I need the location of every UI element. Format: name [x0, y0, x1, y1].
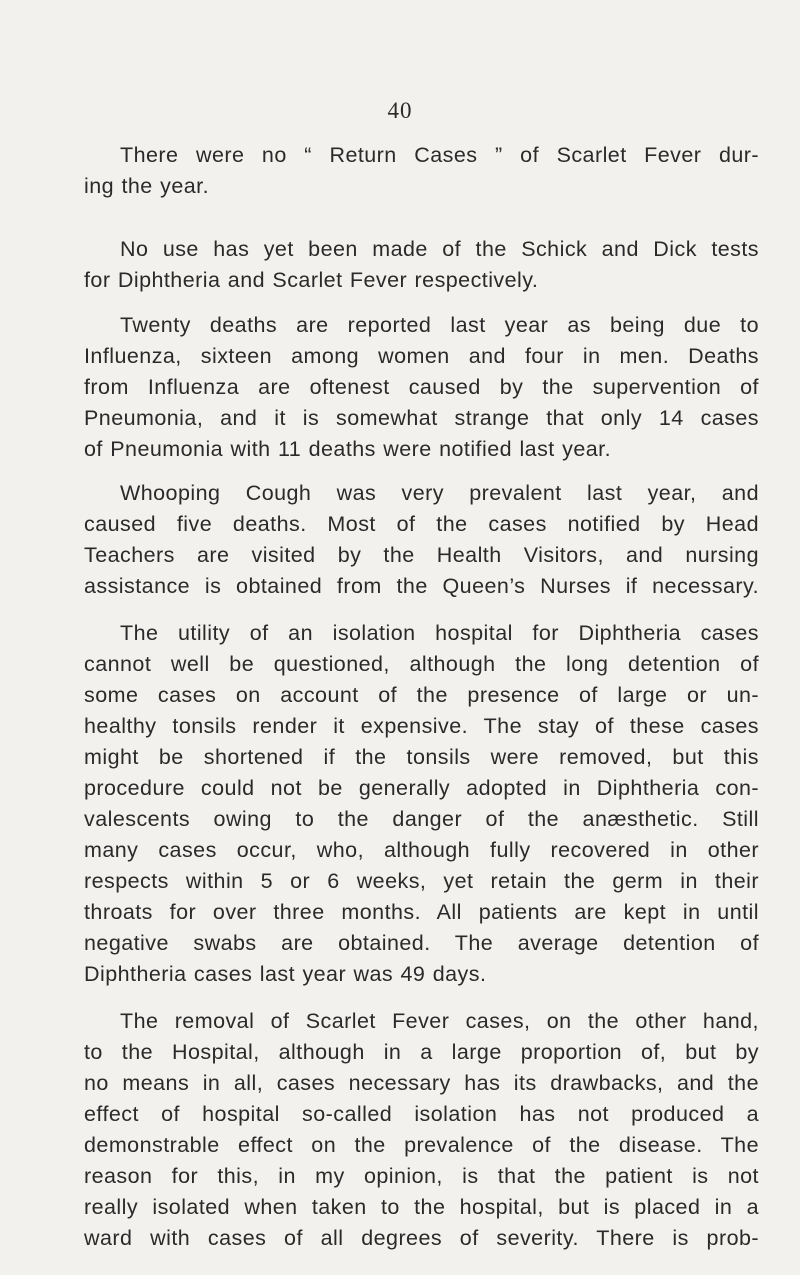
text-line: ing the year.: [84, 174, 209, 198]
text-line: for Diphtheria and Scarlet Fever respectively.: [84, 268, 539, 292]
text-line: from Influenza are oftenest caused by the supervention of: [84, 375, 759, 399]
page-number: 40: [387, 98, 413, 123]
text-line: Diphtheria cases last year was 49 days.: [84, 962, 487, 986]
text-line: cannot well be questioned, although the long detention of: [84, 652, 759, 676]
text-line: ward with cases of all degrees of severity. There is prob-: [84, 1226, 759, 1250]
text-line: might be shortened if the tonsils were removed, but this: [84, 745, 759, 769]
text-line: procedure could not be generally adopted in Diphtheria con-: [84, 776, 759, 800]
text-line: Influenza, sixteen among women and four in men. Deaths: [84, 344, 759, 368]
paragraph-schick-dick-tests: [84, 234, 759, 296]
text-line: Whooping Cough was very prevalent last year, and: [120, 481, 759, 505]
paragraph-influenza: [84, 310, 759, 465]
text-line: some cases on account of the presence of large or un-: [84, 683, 759, 707]
paragraph-whooping-cough: [84, 478, 759, 602]
text-line: The removal of Scarlet Fever cases, on the other hand,: [120, 1009, 759, 1033]
paragraph-scarlet-fever-removal: [84, 1006, 759, 1254]
text-line: negative swabs are obtained. The average detention of: [84, 931, 759, 955]
text-line: Twenty deaths are reported last year as being due to: [120, 313, 759, 337]
text-line: no means in all, cases necessary has its drawbacks, and the: [84, 1071, 759, 1095]
text-line: effect of hospital so-called isolation has not produced a: [84, 1102, 759, 1126]
text-line: demonstrable effect on the prevalence of the disease. The: [84, 1133, 759, 1157]
text-line: Teachers are visited by the Health Visitors, and nursing: [84, 543, 759, 567]
text-line: There were no “ Return Cases ” of Scarlet Fever dur-: [120, 143, 759, 167]
text-line: throats for over three months. All patients are kept in until: [84, 900, 759, 924]
text-line: really isolated when taken to the hospital, but is placed in a: [84, 1195, 759, 1219]
text-line: many cases occur, who, although fully recovered in other: [84, 838, 759, 862]
text-line: of Pneumonia with 11 deaths were notified last year.: [84, 437, 611, 461]
text-line: to the Hospital, although in a large proportion of, but by: [84, 1040, 759, 1064]
text-line: caused five deaths. Most of the cases notified by Head: [84, 512, 759, 536]
paragraph-return-cases: [84, 140, 759, 202]
text-line: No use has yet been made of the Schick and Dick tests: [120, 237, 759, 261]
text-line: reason for this, in my opinion, is that the patient is not: [84, 1164, 759, 1188]
text-line: The utility of an isolation hospital for Diphtheria cases: [120, 621, 759, 645]
text-line: valescents owing to the danger of the anæsthetic. Still: [84, 807, 759, 831]
paragraph-diphtheria-isolation: [84, 618, 759, 990]
text-line: respects within 5 or 6 weeks, yet retain the germ in their: [84, 869, 759, 893]
text-line: healthy tonsils render it expensive. The stay of these cases: [84, 714, 759, 738]
text-line: assistance is obtained from the Queen’s Nurses if necessary.: [84, 574, 759, 598]
text-line: Pneumonia, and it is somewhat strange that only 14 cases: [84, 406, 759, 430]
